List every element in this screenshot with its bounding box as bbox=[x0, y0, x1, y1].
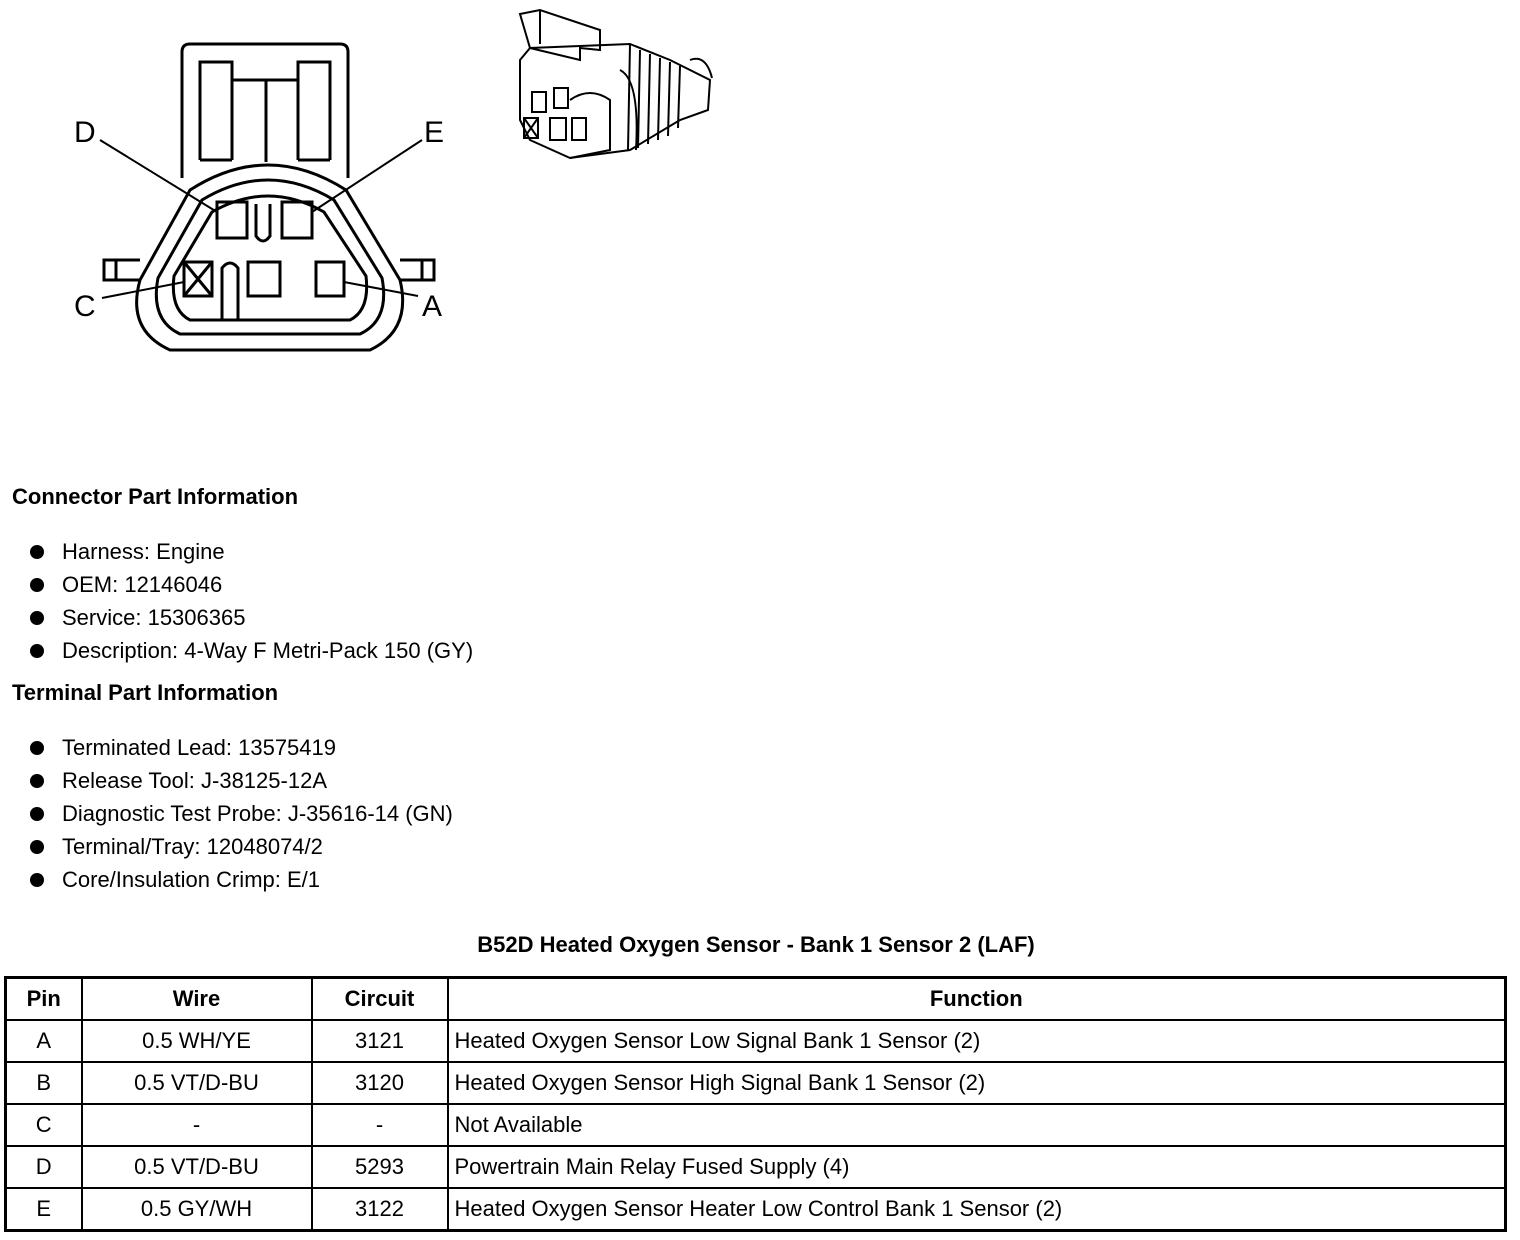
cell-pin: D bbox=[6, 1146, 82, 1188]
table-header-row bbox=[6, 978, 1506, 1021]
list-item: Harness: Engine bbox=[28, 535, 473, 568]
header-wire: Wire bbox=[82, 978, 312, 1021]
list-item: Description: 4-Way F Metri-Pack 150 (GY) bbox=[28, 634, 473, 667]
terminal-info-title: Terminal Part Information bbox=[12, 680, 279, 705]
header-pin: Pin bbox=[6, 978, 82, 1021]
table-title: B52D Heated Oxygen Sensor - Bank 1 Sensor 2 (LAF) bbox=[477, 932, 1035, 957]
list-item: Diagnostic Test Probe: J-35616-14 (GN) bbox=[28, 797, 453, 830]
cell-function: Heated Oxygen Sensor Heater Low Control Bank 1 Sensor (2) bbox=[448, 1188, 1506, 1231]
list-item: Terminal/Tray: 12048074/2 bbox=[28, 830, 453, 863]
connector-isometric-illustration bbox=[510, 0, 730, 170]
cell-function: Powertrain Main Relay Fused Supply (4) bbox=[448, 1146, 1506, 1188]
pinout-table bbox=[4, 976, 1507, 1232]
bullet-icon bbox=[30, 611, 44, 625]
cell-circuit: 3120 bbox=[312, 1062, 448, 1104]
cell-wire: 0.5 VT/D-BU bbox=[82, 1146, 312, 1188]
pin-label-d: D bbox=[74, 116, 96, 149]
bullet-icon bbox=[30, 644, 44, 658]
bullet-icon bbox=[30, 545, 44, 559]
bullet-icon bbox=[30, 807, 44, 821]
cell-function: Not Available bbox=[448, 1104, 1506, 1146]
cell-pin: C bbox=[6, 1104, 82, 1146]
cell-wire: 0.5 VT/D-BU bbox=[82, 1062, 312, 1104]
cell-function: Heated Oxygen Sensor High Signal Bank 1 Sensor (2) bbox=[448, 1062, 1506, 1104]
cell-circuit: 3121 bbox=[312, 1020, 448, 1062]
pin-label-a: A bbox=[422, 290, 443, 323]
header-circuit: Circuit bbox=[312, 978, 448, 1021]
cell-wire: 0.5 WH/YE bbox=[82, 1020, 312, 1062]
cell-wire: 0.5 GY/WH bbox=[82, 1188, 312, 1231]
cell-function: Heated Oxygen Sensor Low Signal Bank 1 Sensor (2) bbox=[448, 1020, 1506, 1062]
connector-face-diagram bbox=[60, 30, 480, 370]
pin-label-e: E bbox=[424, 116, 445, 149]
list-item: Service: 15306365 bbox=[28, 601, 473, 634]
cell-pin: B bbox=[6, 1062, 82, 1104]
cell-circuit: 5293 bbox=[312, 1146, 448, 1188]
bullet-icon bbox=[30, 774, 44, 788]
table-row bbox=[6, 1062, 1506, 1104]
pin-label-c: C bbox=[74, 290, 96, 323]
cell-circuit: 3122 bbox=[312, 1188, 448, 1231]
bullet-icon bbox=[30, 741, 44, 755]
cell-wire: - bbox=[82, 1104, 312, 1146]
table-row bbox=[6, 1104, 1506, 1146]
terminal-info-list bbox=[28, 731, 453, 896]
list-item: Release Tool: J-38125-12A bbox=[28, 764, 453, 797]
cell-pin: E bbox=[6, 1188, 82, 1231]
bullet-icon bbox=[30, 840, 44, 854]
connector-info-list bbox=[28, 535, 473, 667]
table-row bbox=[6, 1020, 1506, 1062]
list-item: Core/Insulation Crimp: E/1 bbox=[28, 863, 453, 896]
list-item: Terminated Lead: 13575419 bbox=[28, 731, 453, 764]
cell-circuit: - bbox=[312, 1104, 448, 1146]
connector-info-title: Connector Part Information bbox=[12, 484, 299, 509]
bullet-icon bbox=[30, 578, 44, 592]
cell-pin: A bbox=[6, 1020, 82, 1062]
bullet-icon bbox=[30, 873, 44, 887]
list-item: OEM: 12146046 bbox=[28, 568, 473, 601]
table-row bbox=[6, 1146, 1506, 1188]
table-row bbox=[6, 1188, 1506, 1231]
header-function: Function bbox=[448, 978, 1506, 1021]
